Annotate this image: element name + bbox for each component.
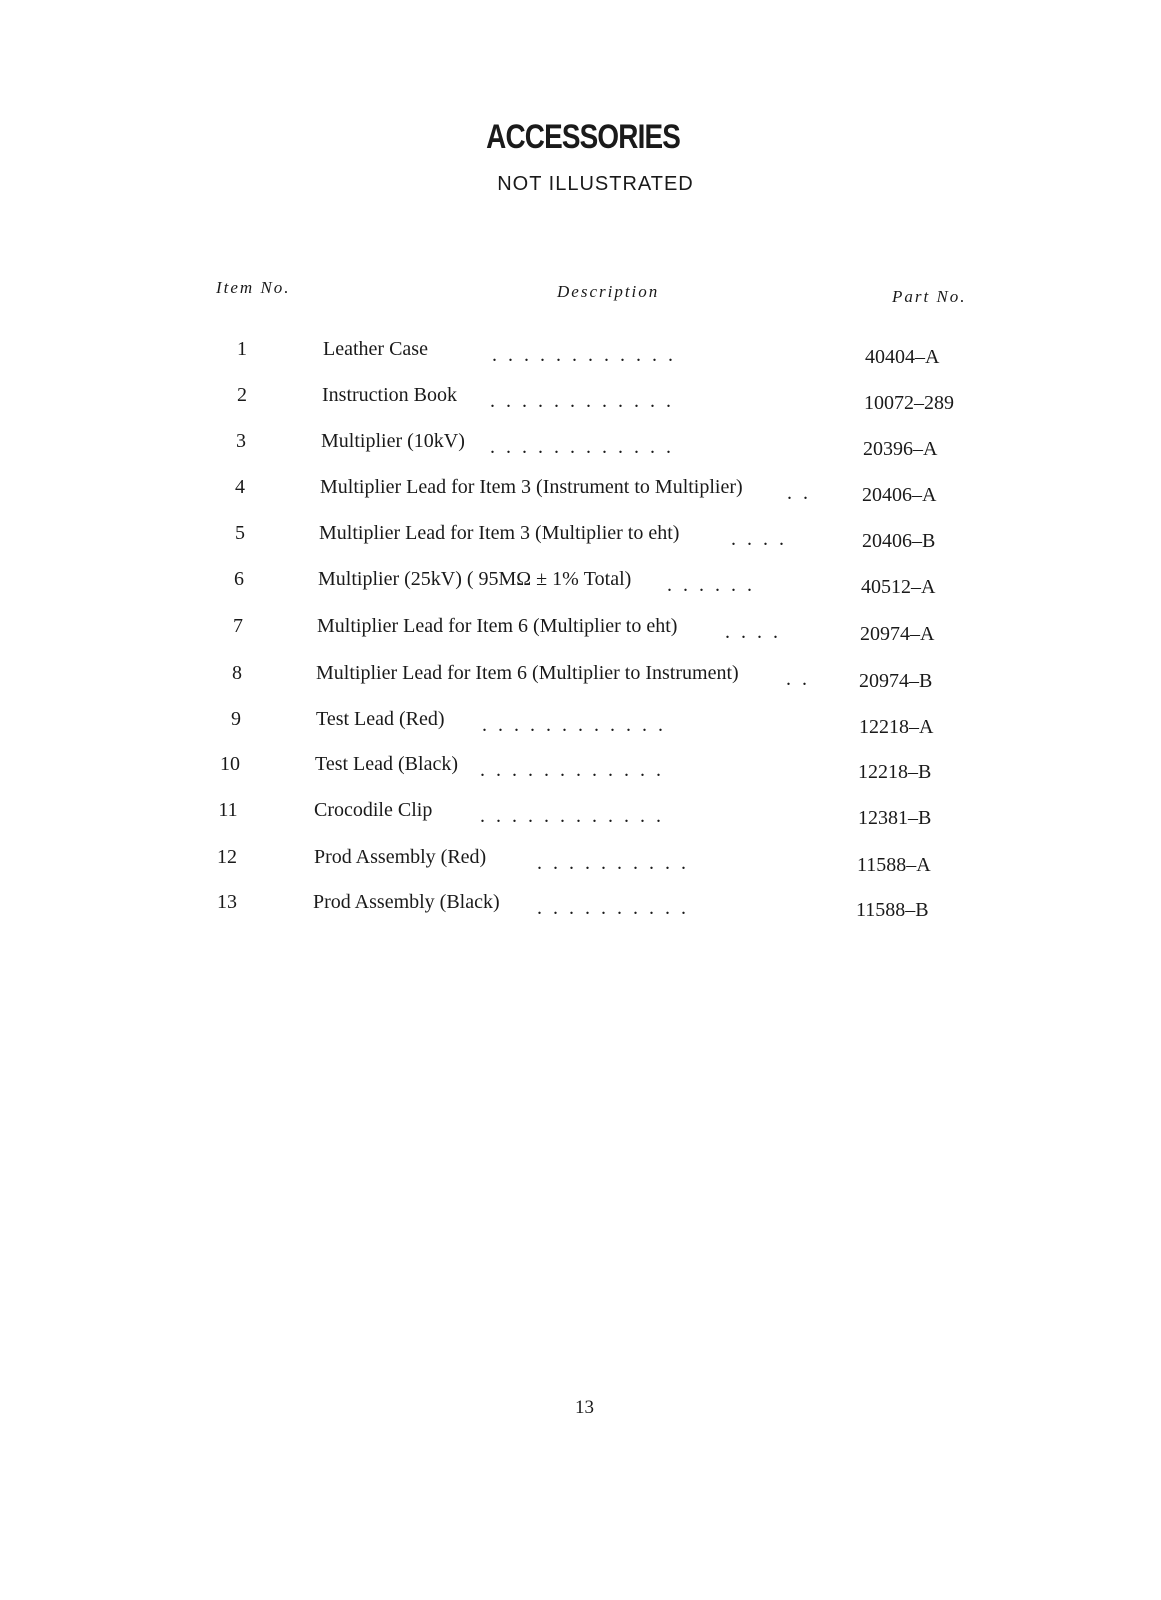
column-header-description: Description: [557, 282, 660, 301]
table-row: [0, 615, 1161, 645]
part-number: 20396–A: [863, 438, 938, 460]
item-number: 8: [232, 662, 242, 684]
dot-leader: . . . . . . . . . . . .: [492, 344, 676, 366]
dot-leader: . .: [786, 668, 810, 690]
item-number: 5: [235, 522, 245, 544]
item-description: Test Lead (Black): [315, 753, 458, 775]
dot-leader: . . . .: [725, 621, 781, 643]
table-row: [0, 430, 1161, 460]
part-number: 20974–B: [859, 670, 933, 692]
part-number: 12218–A: [859, 716, 934, 738]
item-description: Prod Assembly (Red): [314, 846, 487, 868]
item-description: Prod Assembly (Black): [313, 891, 500, 913]
dot-leader: . . . . . . . . . . . .: [480, 805, 664, 827]
dot-leader: . . . . . . . . . . . .: [480, 759, 664, 781]
part-number: 12381–B: [858, 807, 932, 829]
item-number: 10: [220, 753, 240, 775]
item-description: Multiplier Lead for Item 3 (Multiplier to eht): [319, 522, 680, 544]
dot-leader: . . . . . . . . . . . .: [490, 390, 674, 412]
table-row: [0, 799, 1161, 829]
item-description: Instruction Book: [322, 384, 457, 406]
item-description: Multiplier Lead for Item 6 (Multiplier to Instrument): [316, 662, 739, 684]
dot-leader: . . . . . . . . . . . .: [482, 714, 666, 736]
dot-leader: . . . . . . . . . . . .: [490, 436, 674, 458]
table-row: [0, 846, 1161, 876]
dot-leader: . . . . . . . . . .: [537, 852, 689, 874]
table-row: [0, 662, 1161, 692]
part-number: 40404–A: [865, 346, 940, 368]
table-row: [0, 568, 1161, 598]
item-number: 9: [231, 708, 241, 730]
part-number: 11588–A: [857, 854, 931, 876]
part-number: 40512–A: [861, 576, 936, 598]
item-number: 3: [236, 430, 246, 452]
page-subtitle: NOT ILLUSTRATED: [497, 173, 694, 195]
dot-leader: . . . . . .: [667, 574, 755, 596]
item-number: 2: [237, 384, 247, 406]
table-row: [0, 338, 1161, 368]
table-row: [0, 476, 1161, 506]
part-number: 20406–A: [862, 484, 937, 506]
column-header-item-no: Item No.: [216, 278, 291, 297]
page-number: 13: [575, 1397, 594, 1418]
table-row: [0, 522, 1161, 552]
item-number: 11: [218, 799, 238, 821]
part-number: 11588–B: [856, 899, 929, 921]
item-description: Leather Case: [323, 338, 428, 360]
table-row: [0, 753, 1161, 783]
item-description: Crocodile Clip: [314, 799, 433, 821]
item-description: Multiplier (25kV) ( 95MΩ ± 1% Total): [318, 568, 632, 590]
part-number: 10072–289: [864, 392, 954, 414]
table-row: [0, 891, 1161, 921]
item-number: 13: [217, 891, 237, 913]
table-row: [0, 708, 1161, 738]
item-description: Multiplier Lead for Item 3 (Instrument to Multiplier): [320, 476, 743, 498]
dot-leader: . .: [787, 482, 811, 504]
part-number: 12218–B: [858, 761, 932, 783]
item-description: Multiplier Lead for Item 6 (Multiplier to eht): [317, 615, 678, 637]
item-number: 4: [235, 476, 245, 498]
dot-leader: . . . .: [731, 528, 787, 550]
part-number: 20974–A: [860, 623, 935, 645]
part-number: 20406–B: [862, 530, 936, 552]
item-number: 6: [234, 568, 244, 590]
table-row: [0, 384, 1161, 414]
page-title: ACCESSORIES: [486, 118, 681, 156]
item-description: Test Lead (Red): [316, 708, 445, 730]
item-number: 1: [237, 338, 247, 360]
column-header-part-no: Part No.: [892, 287, 967, 306]
item-description: Multiplier (10kV): [321, 430, 465, 452]
dot-leader: . . . . . . . . . .: [537, 897, 689, 919]
item-number: 12: [217, 846, 237, 868]
item-number: 7: [233, 615, 243, 637]
